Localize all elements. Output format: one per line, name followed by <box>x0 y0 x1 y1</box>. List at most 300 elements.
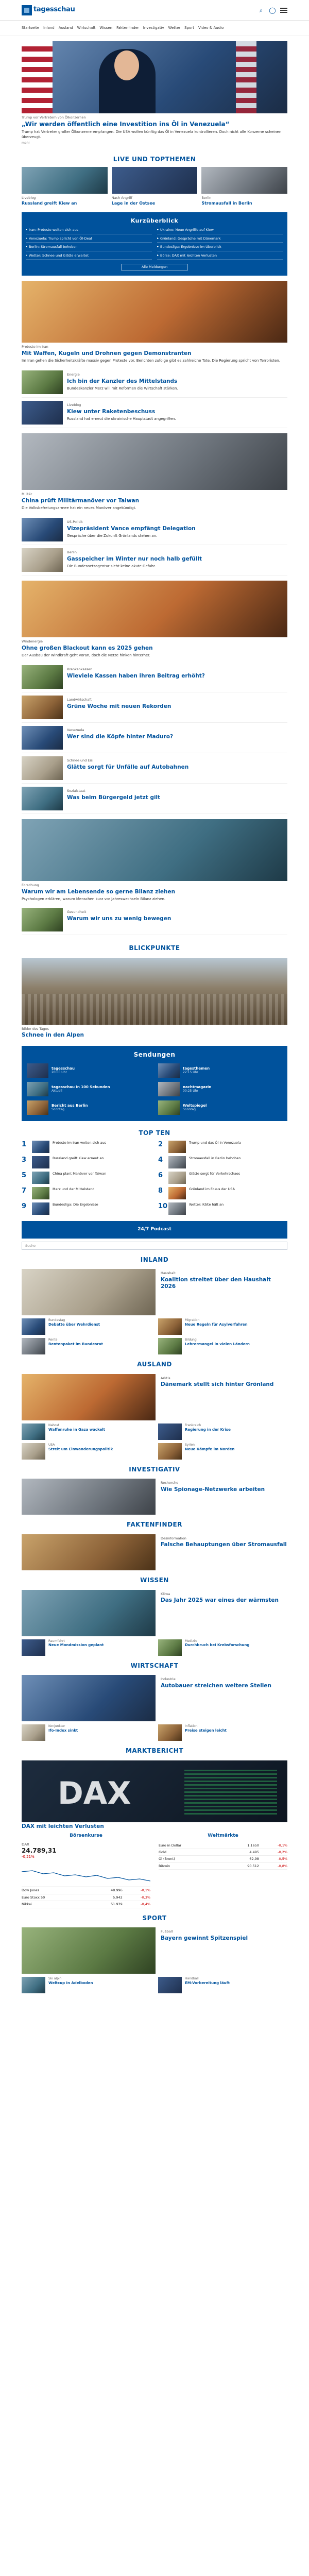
section-title-live: LIVE UND TOPTHEMEN <box>113 156 196 163</box>
nav-item[interactable]: Investigativ <box>143 25 164 30</box>
wissen-item[interactable] <box>158 1639 287 1656</box>
wissen-kicker: Raumfahrt <box>48 1639 65 1643</box>
ausland-list <box>0 1420 309 1460</box>
wirtschaft-title: Preise steigen leicht <box>185 1728 227 1733</box>
marktbericht-text <box>0 1823 309 1830</box>
kurz-item[interactable]: ▸ Bundesliga: Ergebnisse im Überblick <box>157 245 283 251</box>
story-kicker: Sozialstaat <box>67 789 85 793</box>
podcast-banner[interactable]: 24/7 Podcast <box>22 1221 287 1239</box>
inland-kicker: Bildung <box>185 1338 197 1342</box>
inland-title: Neue Regeln für Asylverfahren <box>185 1322 248 1327</box>
section-title-topten: TOP TEN <box>139 1129 170 1137</box>
topten-rank: 4 <box>158 1156 163 1164</box>
nav-item[interactable]: Sport <box>184 25 194 30</box>
story-thumb <box>22 548 63 572</box>
hero-kicker: Trump vor Vertretern von Ölkonzernen <box>22 115 86 120</box>
story-headline[interactable]: Vizepräsident Vance empfängt Delegation <box>67 525 196 532</box>
ausland-kicker: USA <box>48 1443 55 1447</box>
sport-lead[interactable] <box>0 1925 309 1974</box>
story-kicker: Gesundheit <box>67 910 87 914</box>
topten-thumb <box>168 1156 186 1168</box>
story-row[interactable] <box>22 692 287 723</box>
energy-headline[interactable]: Ohne großen Blackout kann es 2025 gehen <box>22 645 153 651</box>
topten-thumb <box>168 1187 186 1199</box>
ausland-thumb <box>22 1423 45 1440</box>
story-kicker: Berlin <box>67 550 77 555</box>
kurz-grid <box>26 228 283 260</box>
wirtschaft-thumb <box>22 1724 45 1741</box>
index-chart <box>22 1861 150 1887</box>
story-teaser: Bundeskanzler Merz will mit Reformen die Wirtschaft stärken. <box>67 386 178 391</box>
sendung-thumb <box>27 1100 48 1115</box>
topten-title: China plant Manöver vor Taiwan <box>53 1171 107 1176</box>
story-headline[interactable]: Warum wir uns zu wenig bewegen <box>67 915 171 922</box>
story-thumb <box>22 370 63 394</box>
sport-title: Weltcup in Adelboden <box>48 1980 93 1985</box>
story-teaser: Die Bundesnetzagentur sieht keine akute Gefahr. <box>67 564 156 568</box>
logo[interactable] <box>22 5 75 15</box>
story-headline[interactable]: Kiew unter Raketenbeschuss <box>67 408 156 415</box>
topten-title: Stromausfall in Berlin behoben <box>189 1156 241 1160</box>
story-headline[interactable]: Gasspeicher im Winter nur noch halb gefüllt <box>67 555 202 562</box>
story-headline[interactable]: Ich bin der Kanzler des Mittelstands <box>67 378 178 384</box>
story-thumb <box>22 908 63 931</box>
sendung-item[interactable] <box>158 1100 282 1115</box>
inland-item[interactable] <box>158 1318 287 1335</box>
live-image <box>112 167 198 194</box>
topten-rank: 10 <box>158 1202 168 1210</box>
energy-text <box>0 639 309 658</box>
topten-thumb <box>168 1202 186 1215</box>
sendung-title: tagesthemen <box>183 1066 210 1071</box>
topten-rank: 7 <box>22 1187 27 1195</box>
nav-item[interactable]: Ausland <box>58 25 73 30</box>
sendung-title: tagesschau in 100 Sekunden <box>52 1084 110 1089</box>
ausland-item[interactable] <box>158 1423 287 1440</box>
sendung-item[interactable] <box>158 1082 282 1096</box>
topten-title: Trump und das Öl in Venezuela <box>189 1140 241 1145</box>
inland-title: Rentenpaket im Bundesrat <box>48 1342 103 1346</box>
ausland-thumb <box>22 1443 45 1460</box>
story-kicker: Krankenkassen <box>67 667 93 672</box>
index-change: -0,21% <box>22 1855 35 1859</box>
story-row[interactable] <box>22 753 287 784</box>
topten-item[interactable] <box>158 1187 287 1199</box>
sendung-sub: 20:00 Uhr <box>52 1071 67 1075</box>
story-headline[interactable]: Wieviele Kassen haben ihren Beitrag erhöht? <box>67 672 205 679</box>
ausland-lead-headline[interactable]: Dänemark stellt sich hinter Grönland <box>161 1381 274 1388</box>
inland-list <box>0 1315 309 1354</box>
investigativ-lead-headline[interactable]: Wie Spionage-Netzwerke arbeiten <box>161 1486 265 1493</box>
story-row[interactable] <box>22 545 287 575</box>
story-kicker: US-Politik <box>67 520 83 524</box>
topten-rank: 8 <box>158 1187 163 1195</box>
logo-icon <box>22 5 32 15</box>
live-kicker: Berlin <box>201 195 212 200</box>
wide-story-kicker: Forschung <box>22 883 39 888</box>
boerse-table <box>22 1887 150 1908</box>
wide-story-text <box>0 883 309 902</box>
table-row[interactable]: Euro in Dollar 1,1650 -0,1% <box>159 1842 287 1849</box>
topten-rank: 3 <box>22 1156 27 1164</box>
sport-lead-kicker: Fußball <box>161 1929 173 1934</box>
ausland-thumb <box>158 1443 182 1460</box>
blickpunkte-kicker: Bilder des Tages <box>22 1026 49 1031</box>
nav-item[interactable]: Inland <box>43 25 55 30</box>
ausland-kicker: Nahost <box>48 1423 60 1427</box>
wirtschaft-lead-kicker: Industrie <box>161 1677 176 1682</box>
boerse-col <box>22 1833 150 1908</box>
wissen-item[interactable] <box>22 1639 151 1656</box>
topten-item[interactable] <box>158 1156 287 1168</box>
nav-item[interactable]: Startseite <box>22 25 40 30</box>
boerse-title: Börsenkurse <box>70 1833 102 1838</box>
nav-strip <box>0 21 309 36</box>
energy-kicker: Windenergie <box>22 639 43 644</box>
kurz-item[interactable]: ▸ Wetter: Schnee und Glätte erwartet <box>26 253 152 260</box>
wide-story-teaser: Psychologen erklären, warum Menschen kurz vor Jahreswechseln Bilanz ziehen. <box>22 896 166 901</box>
kurz-item[interactable]: ▸ Börse: DAX mit leichten Verlusten <box>157 253 283 260</box>
topten-item[interactable] <box>22 1202 151 1215</box>
story-row[interactable] <box>22 723 287 753</box>
nav-item[interactable]: Faktenfinder <box>116 25 139 30</box>
sport-item[interactable] <box>22 1977 151 1993</box>
story-headline[interactable]: Glätte sorgt für Unfälle auf Autobahnen <box>67 764 189 770</box>
logo-text: tagesschau <box>33 6 75 14</box>
wide-story-image[interactable] <box>22 819 287 881</box>
story-kicker: Venezuela <box>67 728 84 733</box>
sendungen-grid <box>27 1063 282 1115</box>
user-icon[interactable]: ◯ <box>269 6 276 14</box>
search-input[interactable]: Suche <box>22 1242 287 1250</box>
sendung-sub: Sonntag <box>52 1108 64 1112</box>
blickpunkte-image[interactable] <box>22 958 287 1025</box>
faktenfinder-lead-image <box>22 1534 156 1570</box>
section-title-marktbericht: MARKTBERICHT <box>125 1747 184 1755</box>
table-row[interactable]: Dow Jones 48.996 -0,1% <box>22 1887 150 1894</box>
story-list <box>0 905 309 935</box>
energy-image[interactable] <box>22 581 287 637</box>
table-row[interactable]: Öl (Brent) 62,98 -0,5% <box>159 1856 287 1862</box>
sendungen-title: Sendungen <box>133 1051 176 1059</box>
sendung-thumb <box>27 1063 48 1078</box>
live-item[interactable] <box>22 167 108 206</box>
story-row[interactable] <box>22 662 287 692</box>
ausland-item[interactable] <box>22 1423 151 1440</box>
wissen-lead[interactable] <box>0 1588 309 1636</box>
live-kicker: Liveblog <box>22 195 36 200</box>
story-headline[interactable]: China prüft Militärmanöver vor Taiwan <box>22 497 140 504</box>
inland-kicker: Migration <box>185 1318 200 1323</box>
story-row[interactable] <box>22 905 287 935</box>
kurz-box <box>22 212 287 276</box>
story-teaser: Gespräche über die Zukunft Grönlands stehen an. <box>67 533 158 538</box>
live-headline[interactable]: Lage in der Ostsee <box>111 201 156 206</box>
live-headline[interactable]: Stromausfall in Berlin <box>201 201 252 206</box>
wissen-lead-image <box>22 1590 156 1636</box>
ausland-item[interactable] <box>22 1443 151 1460</box>
topten-rank: 5 <box>22 1171 27 1179</box>
investigativ-lead-kicker: Recherche <box>161 1481 179 1485</box>
marktbericht-image[interactable] <box>22 1760 287 1822</box>
sendung-item[interactable] <box>158 1063 282 1078</box>
sport-list <box>0 1974 309 1993</box>
wide-story-headline[interactable]: Warum wir am Lebensende so gerne Bilanz ziehen <box>22 888 176 895</box>
story-image[interactable] <box>22 281 287 343</box>
sport-kicker: Handball <box>185 1977 199 1981</box>
section-title-blickpunkte: BLICKPUNKTE <box>129 944 180 952</box>
live-kicker: Nach Angriff <box>111 195 132 200</box>
topten-title: Grönland im Fokus der USA <box>189 1187 235 1191</box>
wirtschaft-item[interactable] <box>22 1724 151 1741</box>
hero-text <box>0 115 309 145</box>
wissen-lead-kicker: Klima <box>161 1591 170 1596</box>
sendung-title: nachtmagazin <box>183 1084 212 1089</box>
boerse-section <box>0 1830 309 1908</box>
topten-thumb <box>168 1172 186 1184</box>
nav-item[interactable]: Wissen <box>99 25 113 30</box>
kurz-item[interactable]: ▸ Ukraine: Neue Angriffe auf Kiew <box>157 228 283 234</box>
ausland-kicker: Frankreich <box>185 1423 201 1427</box>
topten-rank: 1 <box>22 1140 27 1148</box>
story-thumb <box>22 726 63 750</box>
list-stories <box>0 662 309 814</box>
blickpunkte-headline[interactable]: Schnee in den Alpen <box>22 1032 84 1039</box>
story-headline[interactable]: Was beim Bürgergeld jetzt gilt <box>67 794 161 801</box>
index-chart-line <box>22 1861 150 1887</box>
sport-thumb <box>158 1977 182 1993</box>
investigativ-lead[interactable] <box>0 1477 309 1515</box>
weltmarkt-table <box>159 1842 287 1870</box>
kurz-item[interactable]: ▸ Iran: Proteste weiten sich aus <box>26 228 152 234</box>
sendung-title: Weltspiegel <box>183 1103 207 1108</box>
story-teaser: Im Iran gehen die Sicherheitskräfte massiv gegen Proteste vor. Berichten zufolge gibt es zahlreiche Tote. Die Regierung spricht von Terroristen. <box>22 358 280 363</box>
kurz-item[interactable]: ▸ Berlin: Stromausfall behoben <box>26 245 152 251</box>
story-teaser: Russland hat erneut die ukrainische Hauptstadt angegriffen. <box>67 416 176 421</box>
ausland-item[interactable] <box>158 1443 287 1460</box>
table-row[interactable]: Nikkei 51.939 -0,4% <box>22 1901 150 1908</box>
sendung-title: tagesschau <box>52 1066 75 1071</box>
topten-title: Russland greift Kiew erneut an <box>53 1156 104 1160</box>
section-title-faktenfinder: FAKTENFINDER <box>127 1521 182 1529</box>
flag-image <box>22 41 53 113</box>
story-image[interactable] <box>22 433 287 490</box>
index-name: DAX <box>22 1842 29 1846</box>
table-row[interactable]: Euro Stoxx 50 5.942 -0,3% <box>22 1894 150 1901</box>
topten-rank: 2 <box>158 1140 163 1148</box>
ausland-thumb <box>158 1423 182 1440</box>
wirtschaft-list <box>0 1721 309 1741</box>
inland-title: Lehrermangel in vielen Ländern <box>185 1342 250 1346</box>
inland-lead-headline[interactable]: Koalition streitet über den Haushalt 2026 <box>161 1276 271 1290</box>
story-text <box>0 492 309 511</box>
inland-thumb <box>22 1338 45 1354</box>
hero-more-link[interactable]: mehr <box>22 141 30 145</box>
live-headline[interactable]: Russland greift Kiew an <box>22 201 77 206</box>
sport-kicker: Ski alpin <box>48 1977 62 1981</box>
inland-thumb <box>158 1318 182 1335</box>
wissen-thumb <box>22 1639 45 1656</box>
inland-kicker: Bundestag <box>48 1318 65 1323</box>
ausland-title: Waffenruhe in Gaza wackelt <box>48 1427 106 1432</box>
ausland-kicker: Syrien <box>185 1443 195 1447</box>
story-kicker: Militär <box>22 492 32 497</box>
nav-item[interactable]: Wetter <box>168 25 181 30</box>
kurz-item[interactable]: ▸ Grönland: Gespräche mit Dänemark <box>157 236 283 243</box>
inland-kicker: Rente <box>48 1338 58 1342</box>
hero-teaser: Trump hat Vertreter großer Ölkonzerne empfangen. Die USA wollen künftig das Öl in Venezuela kontrollieren. Doch nicht alle Konzerne scheinen überzeugt. <box>22 130 282 139</box>
topten-item[interactable] <box>22 1187 151 1199</box>
live-grid <box>0 167 309 206</box>
blickpunkte-text <box>0 1027 309 1039</box>
kurz-item[interactable]: ▸ Venezuela: Trump spricht von Öl-Deal <box>26 236 152 243</box>
inland-lead[interactable] <box>0 1267 309 1315</box>
topten-thumb <box>32 1202 49 1215</box>
sendung-sub: 22:15 Uhr <box>183 1071 198 1075</box>
story-thumb <box>22 756 63 780</box>
inland-item[interactable] <box>22 1338 151 1354</box>
story-list <box>0 367 309 428</box>
story-thumb <box>22 518 63 541</box>
story-text <box>0 345 309 363</box>
wirtschaft-lead-image <box>22 1675 156 1721</box>
faktenfinder-lead-headline[interactable]: Falsche Behauptungen über Stromausfall <box>161 1541 287 1548</box>
topten-thumb <box>32 1187 49 1199</box>
wirtschaft-thumb <box>158 1724 182 1741</box>
topten-item[interactable] <box>158 1202 287 1215</box>
kurz-more-button[interactable]: Alle Meldungen <box>121 264 188 270</box>
sendungen-box <box>22 1046 287 1121</box>
sendung-title: Bericht aus Berlin <box>52 1103 88 1108</box>
sport-lead-headline[interactable]: Bayern gewinnt Spitzenspiel <box>161 1935 248 1941</box>
topten-grid <box>0 1141 309 1215</box>
topten-title: Wetter: Kälte hält an <box>189 1202 224 1207</box>
wirtschaft-title: Ifo-Index sinkt <box>48 1728 78 1733</box>
wirtschaft-lead[interactable] <box>0 1673 309 1721</box>
hero-headline[interactable]: „Wir werden öffentlich eine Investition ins Öl in Venezuela“ <box>22 121 230 128</box>
energy-teaser: Der Ausbau der Windkraft geht voran, doch die Netze hinken hinterher. <box>22 653 150 657</box>
story-kicker: Liveblog <box>67 403 81 408</box>
wirtschaft-item[interactable] <box>158 1724 287 1741</box>
topten-thumb <box>32 1172 49 1184</box>
topten-title: Proteste im Iran weiten sich aus <box>53 1140 107 1145</box>
story-row[interactable] <box>22 784 287 814</box>
story-headline[interactable]: Wer sind die Köpfe hinter Maduro? <box>67 733 174 740</box>
sendung-thumb <box>158 1082 180 1096</box>
story-row[interactable] <box>22 398 287 428</box>
section-title-wissen: WISSEN <box>140 1576 169 1584</box>
table-row[interactable]: Bitcoin 90.512 -0,8% <box>159 1862 287 1869</box>
sendung-item[interactable] <box>27 1100 151 1115</box>
inland-item[interactable] <box>158 1338 287 1354</box>
nav-item[interactable]: Video & Audio <box>198 25 224 30</box>
live-item[interactable] <box>201 167 287 206</box>
story-thumb <box>22 665 63 689</box>
topten-item[interactable] <box>158 1141 287 1153</box>
story-list <box>0 515 309 575</box>
topten-item[interactable] <box>22 1141 151 1153</box>
inland-title: Debatte über Wehrdienst <box>48 1322 100 1327</box>
wirtschaft-kicker: Konjunktur <box>48 1724 65 1728</box>
topten-rank: 6 <box>158 1171 163 1179</box>
sport-title: EM-Vorbereitung läuft <box>185 1980 230 1985</box>
wissen-list <box>0 1636 309 1656</box>
wirtschaft-lead-headline[interactable]: Autobauer streichen weitere Stellen <box>161 1682 271 1689</box>
inland-item[interactable] <box>22 1318 151 1335</box>
topten-item[interactable] <box>22 1156 151 1168</box>
sendung-sub: Sonntag <box>183 1108 196 1112</box>
nav-item[interactable]: Wirtschaft <box>77 25 96 30</box>
topten-rank: 9 <box>22 1202 27 1210</box>
wissen-kicker: Medizin <box>185 1639 197 1643</box>
live-image <box>201 167 287 194</box>
sport-item[interactable] <box>158 1977 287 1993</box>
wissen-thumb <box>158 1639 182 1656</box>
story-kicker: Landwirtschaft <box>67 698 92 702</box>
flag-image <box>236 41 256 113</box>
story-headline[interactable]: Mit Waffen, Kugeln und Drohnen gegen Demonstranten <box>22 350 192 357</box>
story-row[interactable] <box>22 367 287 398</box>
person-face <box>114 50 139 80</box>
topten-thumb <box>32 1141 49 1153</box>
story-teaser: Die Volksbefreiungsarmee hat ein neues Manöver angekündigt. <box>22 505 136 510</box>
sendung-thumb <box>158 1063 180 1078</box>
sendung-sub: 00:25 Uhr <box>183 1089 198 1093</box>
ausland-title: Regierung in der Krise <box>185 1427 231 1432</box>
table-row[interactable]: Gold 4.495 -0,2% <box>159 1849 287 1855</box>
story-thumb <box>22 696 63 719</box>
wissen-lead-headline[interactable]: Das Jahr 2025 war eines der wärmsten <box>161 1597 279 1603</box>
topten-title: Merz und der Mittelstand <box>53 1187 95 1191</box>
topten-thumb <box>32 1156 49 1168</box>
ausland-title: Streit um Einwanderungspolitik <box>48 1447 113 1451</box>
story-kicker: Energie <box>67 372 80 377</box>
hero-image[interactable] <box>22 41 287 113</box>
top-bar <box>0 0 309 21</box>
section-title-wirtschaft: WIRTSCHAFT <box>130 1662 179 1669</box>
ausland-lead-kicker: Arktis <box>161 1376 170 1380</box>
faktenfinder-lead[interactable] <box>0 1532 309 1570</box>
sendung-item[interactable] <box>27 1082 151 1096</box>
topten-thumb <box>168 1141 186 1153</box>
story-thumb <box>22 401 63 425</box>
weltmarkt-col <box>159 1833 287 1908</box>
investigativ-lead-image <box>22 1479 156 1515</box>
live-item[interactable] <box>112 167 198 206</box>
story-kicker: Schnee und Eis <box>67 758 93 763</box>
section-title-ausland: AUSLAND <box>137 1361 172 1368</box>
topten-item[interactable] <box>22 1172 151 1184</box>
sendung-thumb <box>158 1100 180 1115</box>
topten-title: Bundesliga: Die Ergebnisse <box>53 1202 98 1207</box>
wirtschaft-kicker: Inflation <box>185 1724 198 1728</box>
sendung-thumb <box>27 1082 48 1096</box>
kurz-title: Kurzüberblick <box>130 217 179 225</box>
story-headline[interactable]: Grüne Woche mit neuen Rekorden <box>67 703 171 709</box>
index-value: 24.789,31 <box>22 1846 57 1854</box>
story-row[interactable] <box>22 515 287 545</box>
ausland-lead[interactable] <box>0 1372 309 1420</box>
section-title-investigativ: INVESTIGATIV <box>129 1465 180 1473</box>
search-icon[interactable]: ⌕ <box>259 6 263 14</box>
inland-lead-kicker: Haushalt <box>161 1271 176 1276</box>
sendung-sub: Aktuell <box>52 1089 62 1093</box>
marktbericht-headline[interactable]: DAX mit leichten Verlusten <box>22 1823 104 1829</box>
topten-item[interactable] <box>158 1172 287 1184</box>
story-thumb <box>22 787 63 810</box>
sendung-item[interactable] <box>27 1063 151 1078</box>
menu-icon[interactable] <box>280 8 287 13</box>
